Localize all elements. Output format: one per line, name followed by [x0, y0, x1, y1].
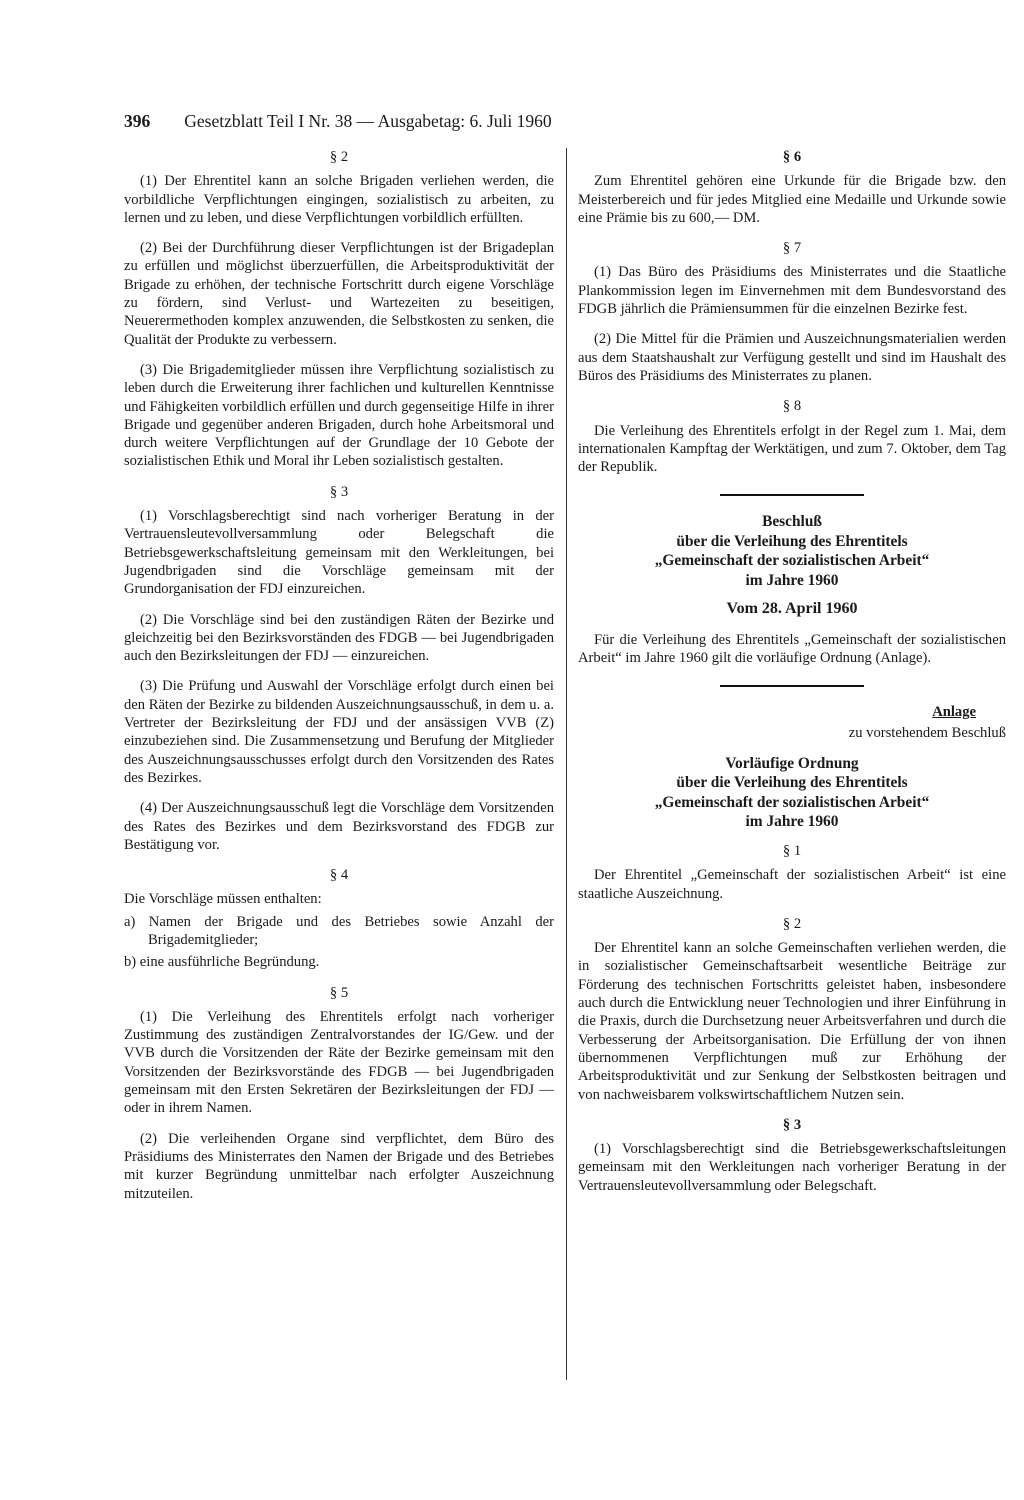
section-heading: § 2	[782, 915, 802, 932]
list-item: a) Namen der Brigade und des Betriebes sowie Anzahl der Brigademitglieder;	[124, 913, 554, 948]
section-heading: § 5	[329, 984, 349, 1001]
heading-line: „Gemeinschaft der sozialistischen Arbeit“	[654, 793, 930, 811]
left-column	[124, 148, 554, 1215]
paragraph: (1) Vorschlagsberechtigt sind die Betriebsgewerkschaftsleitungen gemeinsam mit den Werkleitungen nach vorheriger Beratung in der Vertrauensleutevollversammlung oder Belegschaft.	[578, 1141, 1006, 1194]
heading-line: „Gemeinschaft der sozialistischen Arbeit“	[654, 552, 930, 570]
paragraph: (1) Vorschlagsberechtigt sind nach vorheriger Beratung in der Vertrauensleutevollversammlung oder Belegschaft die Betriebsgewerkschaftsleitung gemeinsam mit den Werkleitungen, bei Jugendbrigaden sind die Vorschläge gemeinsam mit der Grundorganisation der FDJ einzureichen.	[124, 508, 554, 598]
heading-line: Beschluß	[762, 513, 822, 531]
annex-label: Anlage	[932, 704, 976, 721]
section-heading: § 1	[782, 842, 802, 859]
page-header	[124, 110, 784, 132]
paragraph: (1) Das Büro des Präsidiums des Ministerrates und die Staatliche Plankommission legen im Einvernehmen mit dem Bundesvorstand des FDGB jährlich die Prämiensummen für die einzelnen Bezirke fest.	[578, 264, 1006, 318]
paragraph: Der Ehrentitel „Gemeinschaft der sozialistischen Arbeit“ ist eine staatliche Auszeichnung.	[578, 867, 1006, 902]
section-heading: § 2	[329, 149, 349, 165]
annex-subtitle: zu vorstehendem Beschluß	[848, 724, 1006, 741]
paragraph: (3) Die Prüfung und Auswahl der Vorschläge erfolgt durch einen bei den Räten der Bezirke zu bildenden Auszeichnungsausschuß, in dem u. a. Vertreter der Bezirksleitung der FDJ und der ansässigen VVB (Z) einzubeziehen sind. Die Zusammensetzung und Berufung der Mitglieder des Auszeichnungsausschusses erfolgt durch den Vorsitzenden des Rates des Bezirkes.	[124, 678, 554, 786]
section-heading: § 3	[329, 483, 349, 500]
regulation-heading	[578, 754, 1006, 832]
horizontal-rule	[720, 685, 864, 687]
section-heading: § 3	[782, 1116, 802, 1133]
resolution-heading	[578, 512, 1006, 590]
heading-line: über die Verleihung des Ehrentitels	[676, 532, 908, 550]
list-item: b) eine ausführliche Begründung.	[124, 954, 320, 971]
paragraph: (3) Die Brigademitglieder müssen ihre Verpflichtung sozialistisch zu leben durch die Erweiterung ihrer fachlichen und kulturellen Kenntnisse und Fähigkeiten vorbildlich erfüllen und durch gegenseitige Hilfe in ihrer Brigade und gegenüber anderen Brigaden, durch hohe Arbeitsmoral und durch weitere Verpflichtungen auf der Grundlage der 10 Gebote der sozialistischen Ethik und Moral ihr Leben sozialistisch gestalten.	[124, 361, 554, 470]
column-divider	[566, 148, 567, 1380]
paragraph: (1) Der Ehrentitel kann an solche Brigaden verliehen werden, die vorbildliche Verpflichtungen eingingen, sozialistisch zu arbeiten, zu lernen und zu leben, und diese Verpflichtungen vorbildlich erfüllten.	[124, 173, 554, 226]
heading-line: im Jahre 1960	[745, 571, 839, 589]
paragraph: Für die Verleihung des Ehrentitels „Gemeinschaft der sozialistischen Arbeit“ im Jahre 1960 gilt die vorläufige Ordnung (Anlage).	[578, 631, 1006, 667]
paragraph: (1) Die Verleihung des Ehrentitels erfolgt nach vorheriger Zustimmung des zuständigen Zentralvorstandes der IG/Gew. und der VVB durch die Vorsitzenden der Räte der Bezirke gemeinsam mit den Vorsitzenden der Bezirksvorstände des FDGB — bei Jugendbrigaden gemeinsam mit den Ersten Sekretären der Bezirksleitungen der FDJ — oder in ihrem Namen.	[124, 1008, 554, 1117]
section-heading: § 6	[782, 149, 802, 165]
section-heading: § 8	[782, 398, 802, 415]
section-heading: § 4	[329, 867, 349, 884]
heading-line: im Jahre 1960	[745, 813, 839, 831]
right-column	[578, 148, 1006, 1207]
gazette-title: Gesetzblatt Teil I Nr. 38 — Ausgabetag: 6. Juli 1960	[184, 111, 552, 131]
paragraph: Zum Ehrentitel gehören eine Urkunde für die Brigade bzw. den Meisterbereich und für jedes Mitglied eine Medaille und Urkunde sowie eine Prämie bis zu 600,— DM.	[578, 173, 1006, 226]
page-number: 396	[124, 111, 151, 131]
horizontal-rule	[720, 494, 864, 496]
paragraph: (2) Bei der Durchführung dieser Verpflichtungen ist der Brigadeplan zu erfüllen und möglichst überzuerfüllen, die Arbeitsproduktivität der Brigade zu erhöhen, der technische Fortschritt durch eigene Vorschläge zu fördern, sind Verlust- und Wartezeiten zu beseitigen, Neuerermethoden komplex anzuwenden, die Selbstkosten zu senken, die Qualität der Produkte zu verbessern.	[124, 240, 554, 348]
heading-line: Vorläufige Ordnung	[725, 754, 859, 772]
resolution-date: Vom 28. April 1960	[726, 600, 858, 618]
paragraph: (4) Der Auszeichnungsausschuß legt die Vorschläge dem Vorsitzenden des Rates des Bezirkes und dem Bezirksvorstand des FDGB zur Bestätigung vor.	[124, 800, 554, 853]
heading-line: über die Verleihung des Ehrentitels	[676, 774, 908, 792]
paragraph: (2) Die verleihenden Organe sind verpflichtet, dem Büro des Präsidiums des Ministerrates den Namen der Brigade und des Betriebes mit kurzer Begründung unmittelbar nach erfolgter Auszeichnung mitzuteilen.	[124, 1130, 554, 1202]
paragraph: (2) Die Vorschläge sind bei den zuständigen Räten der Bezirke und gleichzeitig bei den Bezirksvorständen des FDGB — bei Jugendbrigaden auch den Bezirksleitungen der FDJ — einzureichen.	[124, 611, 554, 665]
paragraph: Die Verleihung des Ehrentitels erfolgt in der Regel zum 1. Mai, dem internationalen Kampftag der Werktätigen, und zum 7. Oktober, dem Tag der Republik.	[578, 422, 1006, 476]
paragraph: Der Ehrentitel kann an solche Gemeinschaften verliehen werden, die in sozialistischer Gemeinschaftsarbeit wesentliche Beiträge zur Förderung des technischen Fortschritts geleistet haben, insbesondere auch durch die Entwicklung neuer Technologien und ihrer Einführung in die Praxis, durch die Durchsetzung neuer Arbeitsverfahren und durch die Verbesserung der Arbeitsorganisation. Die Erfüllung der von ihnen übernommenen Verpflichtungen muß zur Erhöhung der Arbeitsproduktivität und zur Senkung der Selbstkosten beitragen und von nachweisbarem volkswirtschaftlichem Nutzen sein.	[578, 940, 1006, 1103]
paragraph: Die Vorschläge müssen enthalten:	[124, 891, 322, 908]
section-heading: § 7	[782, 240, 802, 257]
paragraph: (2) Die Mittel für die Prämien und Auszeichnungsmaterialien werden aus dem Staatshaushalt zur Verfügung gestellt und sind im Haushalt des Büros des Präsidiums des Ministerrates zu planen.	[578, 331, 1006, 384]
